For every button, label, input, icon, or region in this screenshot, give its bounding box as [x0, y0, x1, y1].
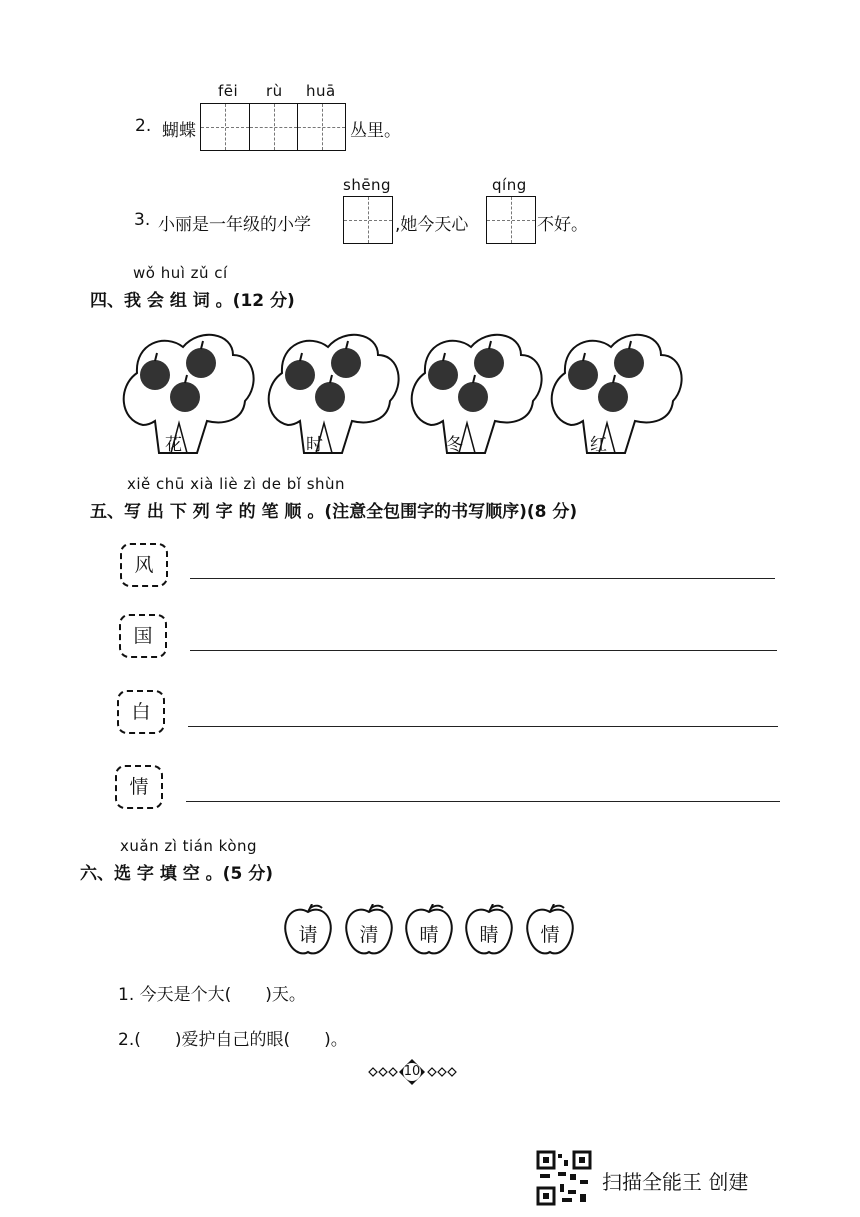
- pinyin-qing: qíng: [492, 176, 527, 194]
- section5-pinyin: xiě chū xià liè zì de bǐ shùn: [127, 475, 346, 493]
- answer-cell[interactable]: [297, 104, 345, 150]
- writing-line[interactable]: [188, 726, 778, 727]
- page-number: 10: [403, 1064, 421, 1079]
- tree-char-shi: 时: [306, 435, 323, 455]
- tree-char-hua: 花: [165, 435, 182, 455]
- pinyin-sheng: shēng: [343, 176, 392, 194]
- stroke-char-guo: 国: [119, 614, 167, 658]
- writing-line[interactable]: [190, 578, 775, 579]
- q3-part3: 不好。: [537, 215, 588, 235]
- qr-code-icon: [536, 1150, 592, 1206]
- apple-choice[interactable]: [463, 904, 515, 956]
- q3-number: 3.: [134, 210, 151, 230]
- pinyin-ru: rù: [266, 82, 283, 100]
- section5-title: 五、写 出 下 列 字 的 笔 顺 。(注意全包围字的书写顺序)(8 分): [90, 502, 578, 522]
- answer-cell[interactable]: [249, 104, 297, 150]
- stroke-char-feng: 风: [120, 543, 168, 587]
- stroke-char-bai: 白: [117, 690, 165, 734]
- choice-char: 睛: [479, 924, 499, 946]
- section6-pinyin: xuǎn zì tián kòng: [120, 837, 258, 855]
- apple-tree: [124, 335, 254, 453]
- section6-q1: 1. 今天是个大( )天。: [118, 985, 306, 1005]
- apple-trees: [115, 325, 765, 465]
- apple-choice[interactable]: [524, 904, 576, 956]
- answer-cell[interactable]: [201, 104, 249, 150]
- writing-line[interactable]: [186, 801, 780, 802]
- section4-title: 四、我 会 组 词 。(12 分): [90, 291, 295, 311]
- writing-line[interactable]: [190, 650, 777, 651]
- q3-part2: ,她今天心: [395, 215, 469, 235]
- q2-before: 蝴蝶: [162, 121, 196, 141]
- q2-after: 丛里。: [350, 121, 401, 141]
- apple-tree: [552, 335, 682, 453]
- pinyin-fei: fēi: [218, 82, 239, 100]
- answer-cell[interactable]: [487, 197, 535, 243]
- q2-answer-grid[interactable]: [200, 103, 346, 151]
- tree-char-hong: 红: [590, 435, 607, 455]
- q3-answer-box-1[interactable]: [343, 196, 393, 244]
- apple-choice[interactable]: [403, 904, 455, 956]
- choice-char: 晴: [419, 924, 439, 946]
- stroke-char-qing: 情: [115, 765, 163, 809]
- apple-tree: [269, 335, 399, 453]
- tree-char-dong: 冬: [446, 435, 463, 455]
- q3-answer-box-2[interactable]: [486, 196, 536, 244]
- choice-char: 请: [298, 924, 318, 946]
- pinyin-hua: huā: [306, 82, 336, 100]
- section6-title: 六、选 字 填 空 。(5 分): [80, 864, 273, 884]
- apple-tree: [412, 335, 542, 453]
- watermark-text: 扫描全能王 创建: [602, 1170, 749, 1194]
- choice-char: 清: [359, 924, 379, 946]
- q2-number: 2.: [135, 116, 152, 136]
- answer-cell[interactable]: [344, 197, 392, 243]
- apple-choice[interactable]: [343, 904, 395, 956]
- q3-part1: 小丽是一年级的小学: [158, 215, 311, 235]
- section6-q2: 2.( )爱护自己的眼( )。: [118, 1030, 348, 1050]
- apple-choice[interactable]: [282, 904, 334, 956]
- section4-pinyin: wǒ huì zǔ cí: [133, 264, 228, 282]
- choice-char: 情: [540, 924, 560, 946]
